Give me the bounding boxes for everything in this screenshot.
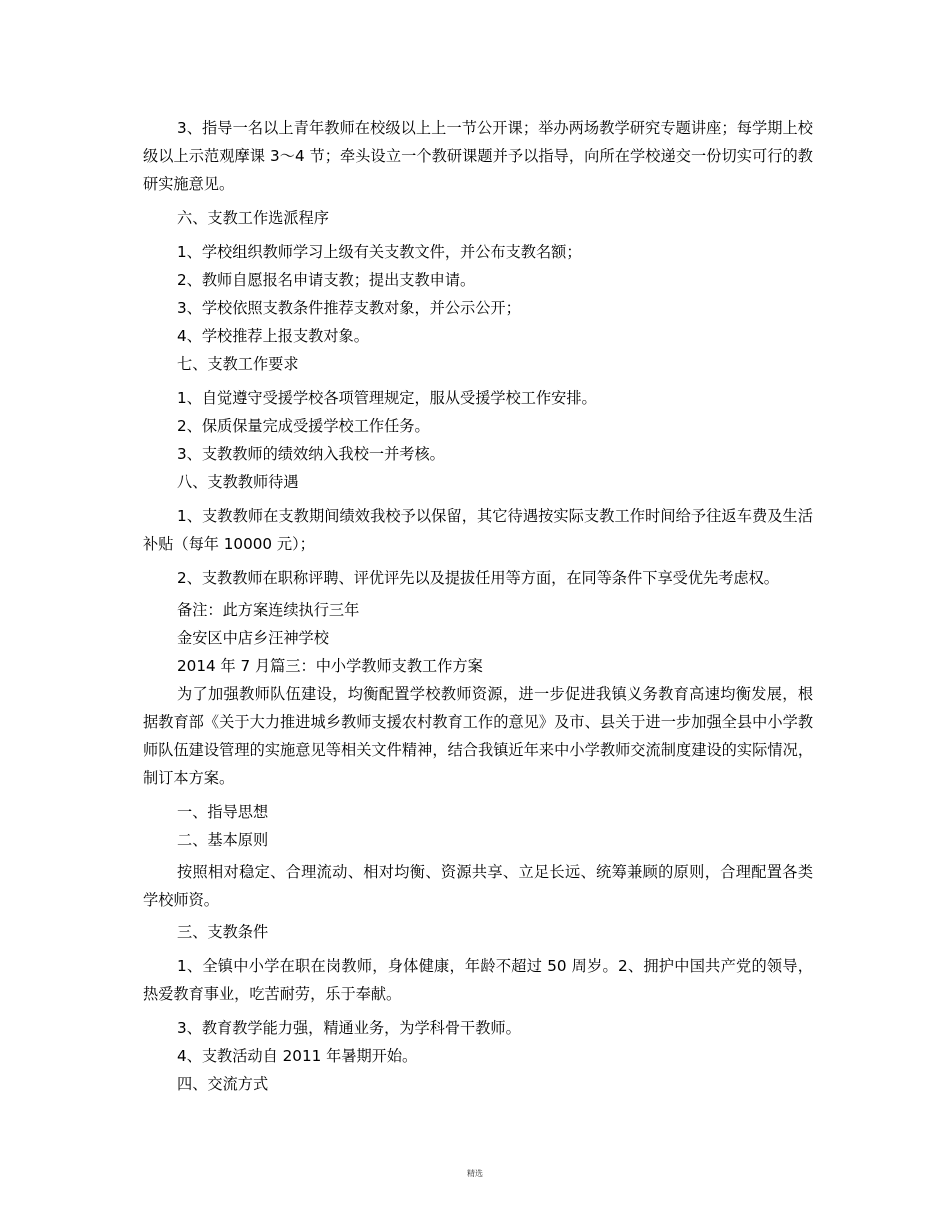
heading-conditions: 三、支教条件 xyxy=(177,923,269,941)
list-item-procedure-1: 1、学校组织教师学习上级有关支教文件，并公布支教名额； xyxy=(177,243,582,261)
paragraph-intro: 为了加强教师队伍建设，均衡配置学校教师资源，进一步促进我镇义务教育高速均衡发展，根据教育部《关于大力推进城乡教师支援农村教育工作的意见》及市、县关于进一步加强全县中小学教师队伍建设管理的实施意见等相关文件精神，结合我镇近年来中小学教师交流制度建设的实际情况，制订本方案。 xyxy=(143,685,813,787)
remark-note: 备注：此方案连续执行三年 xyxy=(177,601,360,619)
list-item-requirement-1: 1、自觉遵守受援学校各项管理规定，服从受援学校工作安排。 xyxy=(177,389,597,407)
list-item-procedure-2: 2、教师自愿报名申请支教；提出支教申请。 xyxy=(177,271,476,289)
list-item-condition-1-2: 1、全镇中小学在职在岗教师，身体健康，年龄不超过 50 周岁。2、拥护中国共产党的领导，热爱教育事业，吃苦耐劳，乐于奉献。 xyxy=(143,957,813,1003)
heading-exchange-method: 四、交流方式 xyxy=(177,1075,269,1093)
page-footer-label: 精选 xyxy=(467,1169,483,1178)
heading-guiding-thought: 一、指导思想 xyxy=(177,803,269,821)
list-item-benefit-1: 1、支教教师在支教期间绩效我校予以保留，其它待遇按实际支教工作时间给予往返车费及生活补贴（每年 10000 元）； xyxy=(143,507,813,553)
list-item-condition-3: 3、教育教学能力强，精通业务，为学科骨干教师。 xyxy=(177,1019,521,1037)
list-item-procedure-4: 4、学校推荐上报支教对象。 xyxy=(177,327,369,345)
list-item-requirement-2: 2、保质保量完成受援学校工作任务。 xyxy=(177,417,430,435)
heading-work-requirements: 七、支教工作要求 xyxy=(177,355,299,373)
heading-teacher-benefits: 八、支教教师待遇 xyxy=(177,473,299,491)
list-item-requirement-3: 3、支教教师的绩效纳入我校一并考核。 xyxy=(177,445,445,463)
paragraph-guidance-duties: 3、指导一名以上青年教师在校级以上上一节公开课；举办两场教学研究专题讲座；每学期上校级以上示范观摩课 3～4 节；牵头设立一个教研课题并予以指导，向所在学校递交一份切实可行的教研实施意见。 xyxy=(143,119,813,193)
school-signature: 金安区中店乡汪神学校 xyxy=(177,629,329,647)
heading-selection-procedure: 六、支教工作选派程序 xyxy=(177,209,329,227)
heading-basic-principles: 二、基本原则 xyxy=(177,831,269,849)
date-and-section-title: 2014 年 7 月篇三：中小学教师支教工作方案 xyxy=(177,657,483,675)
paragraph-principles: 按照相对稳定、合理流动、相对均衡、资源共享、立足长远、统筹兼顾的原则，合理配置各类学校师资。 xyxy=(143,863,813,909)
list-item-procedure-3: 3、学校依照支教条件推荐支教对象，并公示公开； xyxy=(177,299,521,317)
list-item-benefit-2: 2、支教教师在职称评聘、评优评先以及提拔任用等方面，在同等条件下享受优先考虑权。 xyxy=(177,569,779,587)
document-body xyxy=(143,114,813,1098)
list-item-condition-4: 4、支教活动自 2011 年暑期开始。 xyxy=(177,1047,418,1065)
